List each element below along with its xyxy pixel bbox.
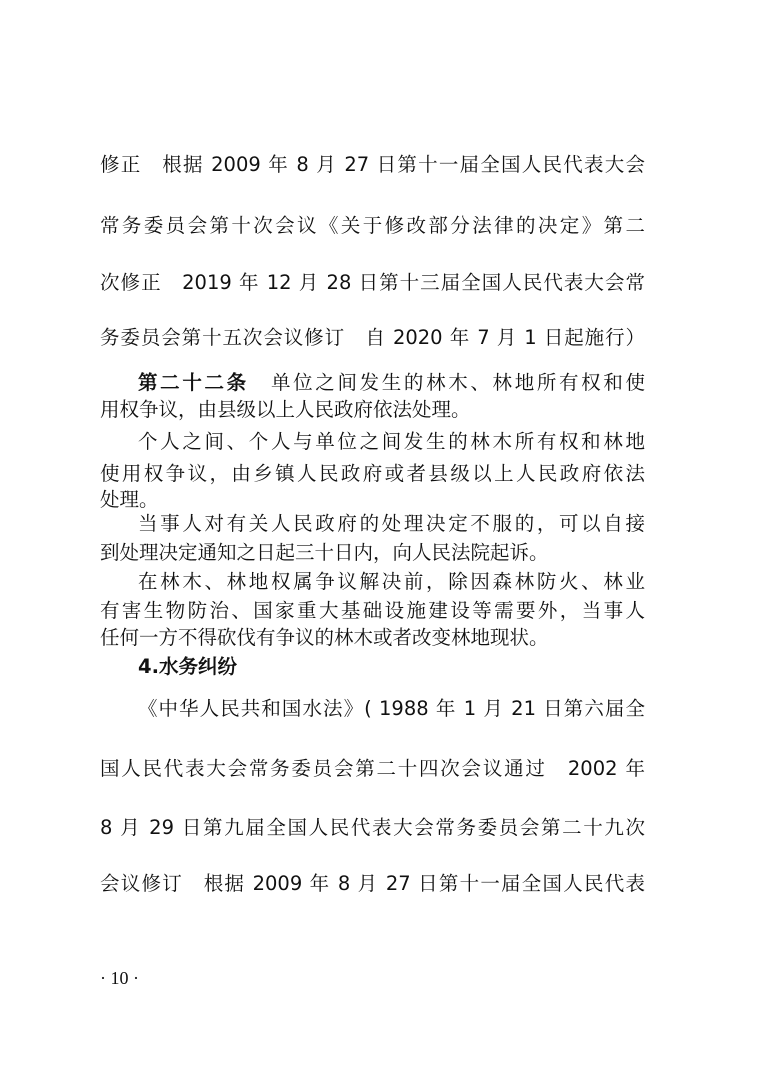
article-line: 处理。: [100, 488, 159, 511]
article-line: 个人之间、个人与单位之间发生的林木所有权和林地: [138, 430, 645, 453]
citation-line: 国人民代表大会常务委员会第二十四次会议通过 2002 年: [100, 757, 645, 780]
citation-line: 8 月 29 日第九届全国人民代表大会常务委员会第二十九次: [100, 816, 645, 839]
citation-line: 务委员会第十五次会议修订 自 2020 年 7 月 1 日起施行）: [100, 326, 645, 349]
citation-line: 常务委员会第十次会议《关于修改部分法律的决定》第二: [100, 214, 645, 237]
article-line: 到处理决定通知之日起三十日内，向人民法院起诉。: [100, 541, 549, 564]
article-line: 在林木、林地权属争议解决前，除因森林防火、林业: [138, 570, 645, 593]
citation-line: 《中华人民共和国水法》( 1988 年 1 月 21 日第六届全: [138, 697, 645, 720]
article-line: 当事人对有关人民政府的处理决定不服的，可以自接: [138, 512, 645, 535]
page-number: · 10 ·: [100, 968, 139, 988]
citation-line: 会议修订 根据 2009 年 8 月 27 日第十一届全国人民代表: [100, 872, 645, 895]
citation-line: 修正 根据 2009 年 8 月 27 日第十一届全国人民代表大会: [100, 153, 645, 176]
citation-line: 次修正 2019 年 12 月 28 日第十三届全国人民代表大会常: [100, 271, 645, 294]
article-line: 任何一方不得砍伐有争议的林木或者改变林地现状。: [100, 626, 549, 649]
article-line: 用权争议，由县级以上人民政府依法处理。: [100, 398, 471, 421]
article-line: 有害生物防治、国家重大基础设施建设等需要外，当事人: [100, 599, 645, 622]
article-text: 单位之间发生的林木、林地所有权和使: [270, 371, 645, 394]
article-first-line: [138, 370, 645, 396]
section-heading: 4.水务纠纷: [138, 655, 237, 678]
article-label: 第二十二条: [138, 371, 249, 394]
article-line: 使用权争议，由乡镇人民政府或者县级以上人民政府依法: [100, 462, 645, 485]
